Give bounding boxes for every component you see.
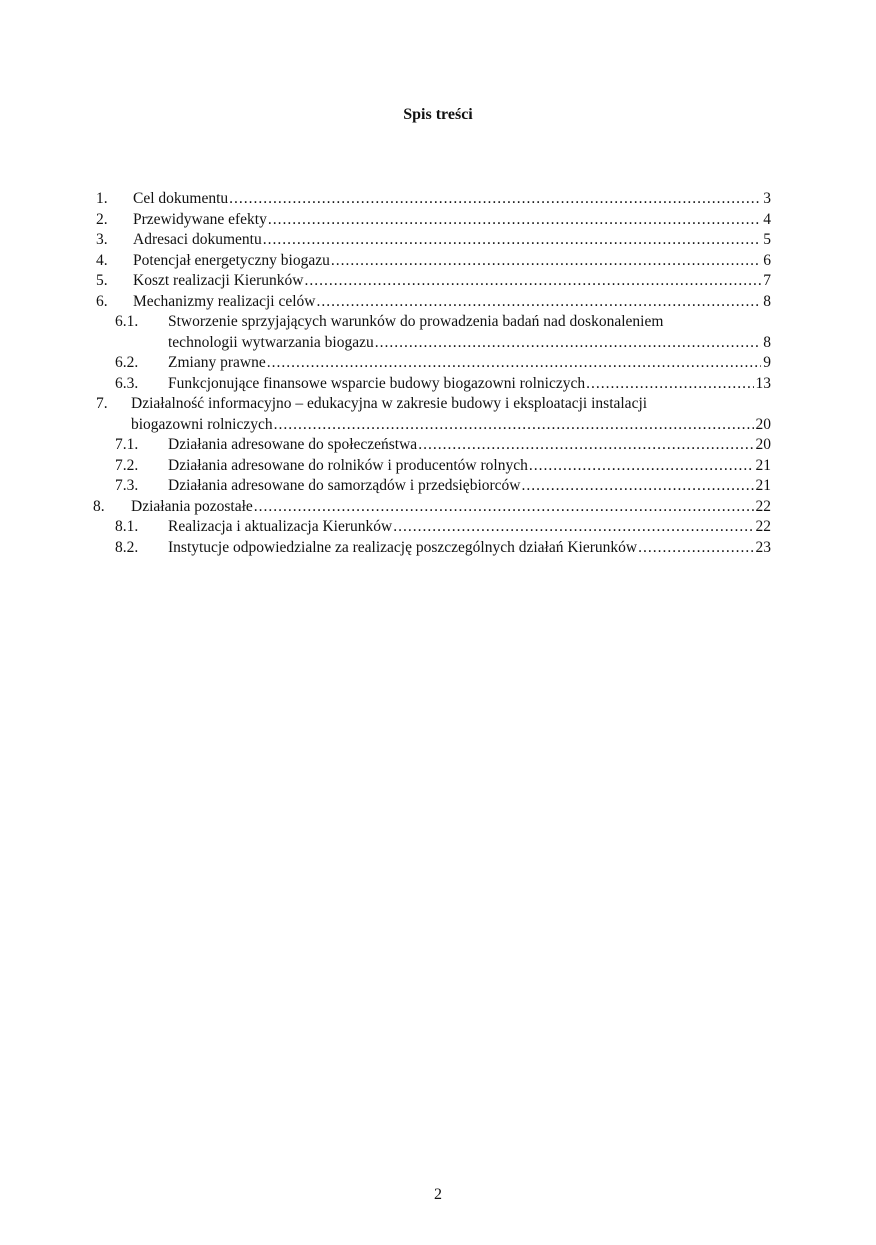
toc-entry-number: 8.2. (115, 538, 139, 556)
toc-entry-number: 4. (96, 251, 108, 269)
toc-entry-8[interactable] (93, 497, 771, 518)
toc-entry-number: 7.3. (115, 477, 139, 494)
toc-entry-5[interactable] (96, 271, 771, 292)
toc-entry-number: 2. (96, 210, 108, 228)
toc-entry-label: Działalność informacyjno – edukacyjna w zakresie budowy i eksploatacji instalacji (131, 395, 648, 412)
toc-entry-number: 8. (93, 497, 105, 515)
toc-entry-number: 7.1. (115, 436, 139, 453)
toc-entry-7-3[interactable] (96, 476, 771, 497)
toc-entry-number: 6.3. (115, 374, 139, 392)
toc-entry-label: Mechanizmy realizacji celów (133, 292, 316, 313)
toc-entry-7-2[interactable] (96, 456, 771, 477)
toc-entry-label: biogazowni rolniczych (131, 415, 274, 436)
toc-title: Spis treści (403, 106, 473, 123)
toc-entry-label: Działania adresowane do społeczeństwa (168, 435, 418, 456)
toc-entry-number: 5. (96, 272, 108, 289)
toc-entry-7-line1[interactable] (96, 394, 771, 415)
toc-entry-page: 5 (763, 231, 771, 248)
toc-entry-6[interactable] (96, 292, 771, 313)
toc-entry-page: 22 (755, 518, 771, 535)
page-number: 2 (434, 1186, 442, 1203)
toc-entry-page: 9 (763, 354, 771, 371)
toc-entry-page: 23 (755, 538, 771, 556)
toc-entry-1[interactable] (96, 189, 771, 210)
table-of-contents (93, 189, 771, 558)
toc-entry-page: 6 (763, 251, 771, 269)
toc-entry-6-1-line1[interactable] (96, 312, 771, 333)
toc-entry-label: Przewidywane efekty (133, 210, 268, 231)
toc-entry-3[interactable] (96, 230, 771, 251)
toc-entry-6-1-line2[interactable] (96, 333, 771, 354)
toc-entry-page: 22 (755, 497, 771, 515)
toc-entry-6-3[interactable] (96, 374, 771, 395)
toc-entry-label: Stworzenie sprzyjających warunków do prowadzenia badań nad doskonaleniem (168, 313, 664, 330)
toc-entry-number: 6.2. (115, 354, 139, 371)
toc-entry-page: 8 (763, 292, 771, 310)
toc-entry-page: 21 (755, 477, 771, 494)
toc-entry-number: 7. (96, 395, 108, 412)
toc-entry-label: Zmiany prawne (168, 353, 267, 374)
toc-entry-2[interactable] (96, 210, 771, 231)
toc-entry-page: 20 (755, 436, 771, 453)
toc-entry-7-1[interactable] (96, 435, 771, 456)
toc-entry-number: 6. (96, 292, 108, 310)
toc-entry-6-2[interactable] (96, 353, 771, 374)
toc-entry-number: 8.1. (115, 518, 139, 535)
toc-entry-label: Potencjał energetyczny biogazu (133, 251, 331, 272)
toc-entry-number: 3. (96, 231, 108, 248)
toc-entry-label: technologii wytwarzania biogazu (168, 333, 375, 354)
toc-entry-label: Działania pozostałe (131, 497, 254, 518)
toc-entry-page: 4 (763, 210, 771, 228)
toc-entry-8-1[interactable] (96, 517, 771, 538)
toc-entry-label: Adresaci dokumentu (133, 230, 263, 251)
toc-entry-label: Działania adresowane do rolników i producentów rolnych (168, 456, 529, 477)
toc-entry-label: Koszt realizacji Kierunków (133, 271, 304, 292)
toc-entry-label: Instytucje odpowiedzialne za realizację poszczególnych działań Kierunków (168, 538, 638, 559)
toc-entry-4[interactable] (96, 251, 771, 272)
toc-entry-page: 7 (763, 272, 771, 289)
toc-entry-page: 8 (763, 333, 771, 351)
toc-entry-8-2[interactable] (96, 538, 771, 559)
toc-entry-page: 20 (755, 415, 771, 433)
toc-entry-label: Realizacja i aktualizacja Kierunków (168, 517, 393, 538)
toc-entry-page: 13 (755, 374, 771, 392)
toc-entry-number: 1. (96, 190, 108, 207)
toc-entry-page: 21 (755, 456, 771, 474)
toc-entry-label: Działania adresowane do samorządów i przedsiębiorców (168, 476, 521, 497)
toc-entry-number: 7.2. (115, 456, 139, 474)
toc-entry-page: 3 (763, 190, 771, 207)
toc-entry-label: Funkcjonujące finansowe wsparcie budowy biogazowni rolniczych (168, 374, 586, 395)
toc-entry-number: 6.1. (115, 313, 139, 330)
toc-entry-label: Cel dokumentu (133, 189, 229, 210)
toc-entry-7-line2[interactable] (96, 415, 771, 436)
